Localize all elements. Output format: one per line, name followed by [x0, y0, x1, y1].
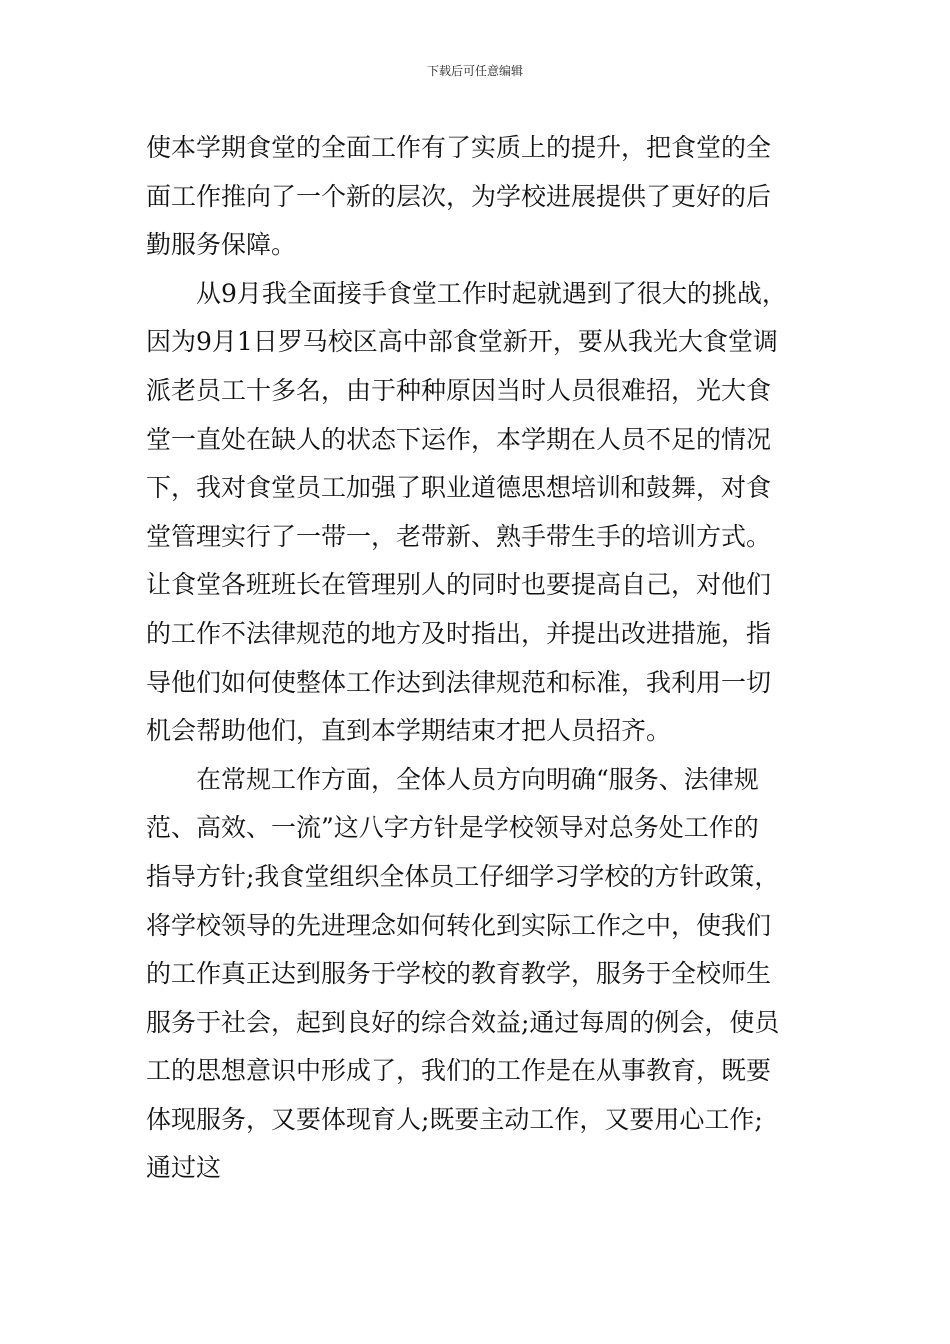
- text-line: 的工作不法律规范的地方及时指出，并提出改进措施，指: [146, 618, 772, 648]
- text-line: 服务于社会，起到良好的综合效益;通过每周的例会，使员: [146, 1007, 780, 1037]
- text-line: 机会帮助他们，直到本学期结束才把人员招齐。: [146, 716, 672, 746]
- text-line: 堂一直处在缺人的状态下运作，本学期在人员不足的情况: [146, 424, 772, 454]
- text-line: 因为9月1日罗马校区高中部食堂新开，要从我光大食堂调: [146, 327, 778, 357]
- text-line: 通过这: [146, 1153, 222, 1183]
- text-line: 指导方针;我食堂组织全体员工仔细学习学校的方针政策，: [146, 861, 780, 891]
- body-text: [146, 124, 806, 1193]
- text-line: 工的思想意识中形成了，我们的工作是在从事教育，既要: [146, 1056, 772, 1086]
- text-line: 让食堂各班班长在管理别人的同时也要提高自己，对他们: [146, 570, 772, 600]
- text-line: 范、高效、一流”这八字方针是学校领导对总务处工作的: [146, 813, 759, 843]
- paragraph-first-line: 在常规工作方面，全体人员方向明确“服务、法律规: [196, 764, 759, 794]
- text-line: 派老员工十多名，由于种种原因当时人员很难招，光大食: [146, 375, 772, 405]
- text-line: 勤服务保障。: [146, 230, 297, 260]
- page-header: 下载后可任意编辑: [426, 64, 523, 78]
- text-line: 体现服务，又要体现育人;既要主动工作，又要用心工作;: [146, 1104, 763, 1134]
- text-line: 导他们如何使整体工作达到法律规范和标准，我利用一切: [146, 667, 772, 697]
- text-line: 堂管理实行了一带一，老带新、熟手带生手的培训方式。: [146, 521, 772, 551]
- paragraph-first-line: 从9月我全面接手食堂工作时起就遇到了很大的挑战，: [196, 278, 787, 308]
- text-line: 面工作推向了一个新的层次，为学校进展提供了更好的后: [146, 181, 772, 211]
- text-line: 将学校领导的先进理念如何转化到实际工作之中，使我们: [146, 910, 772, 940]
- text-line: 使本学期食堂的全面工作有了实质上的提升，把食堂的全: [146, 133, 772, 162]
- text-line: 的工作真正达到服务于学校的教育教学，服务于全校师生: [146, 959, 772, 989]
- text-line: 下，我对食堂员工加强了职业道德思想培训和鼓舞，对食: [146, 473, 772, 503]
